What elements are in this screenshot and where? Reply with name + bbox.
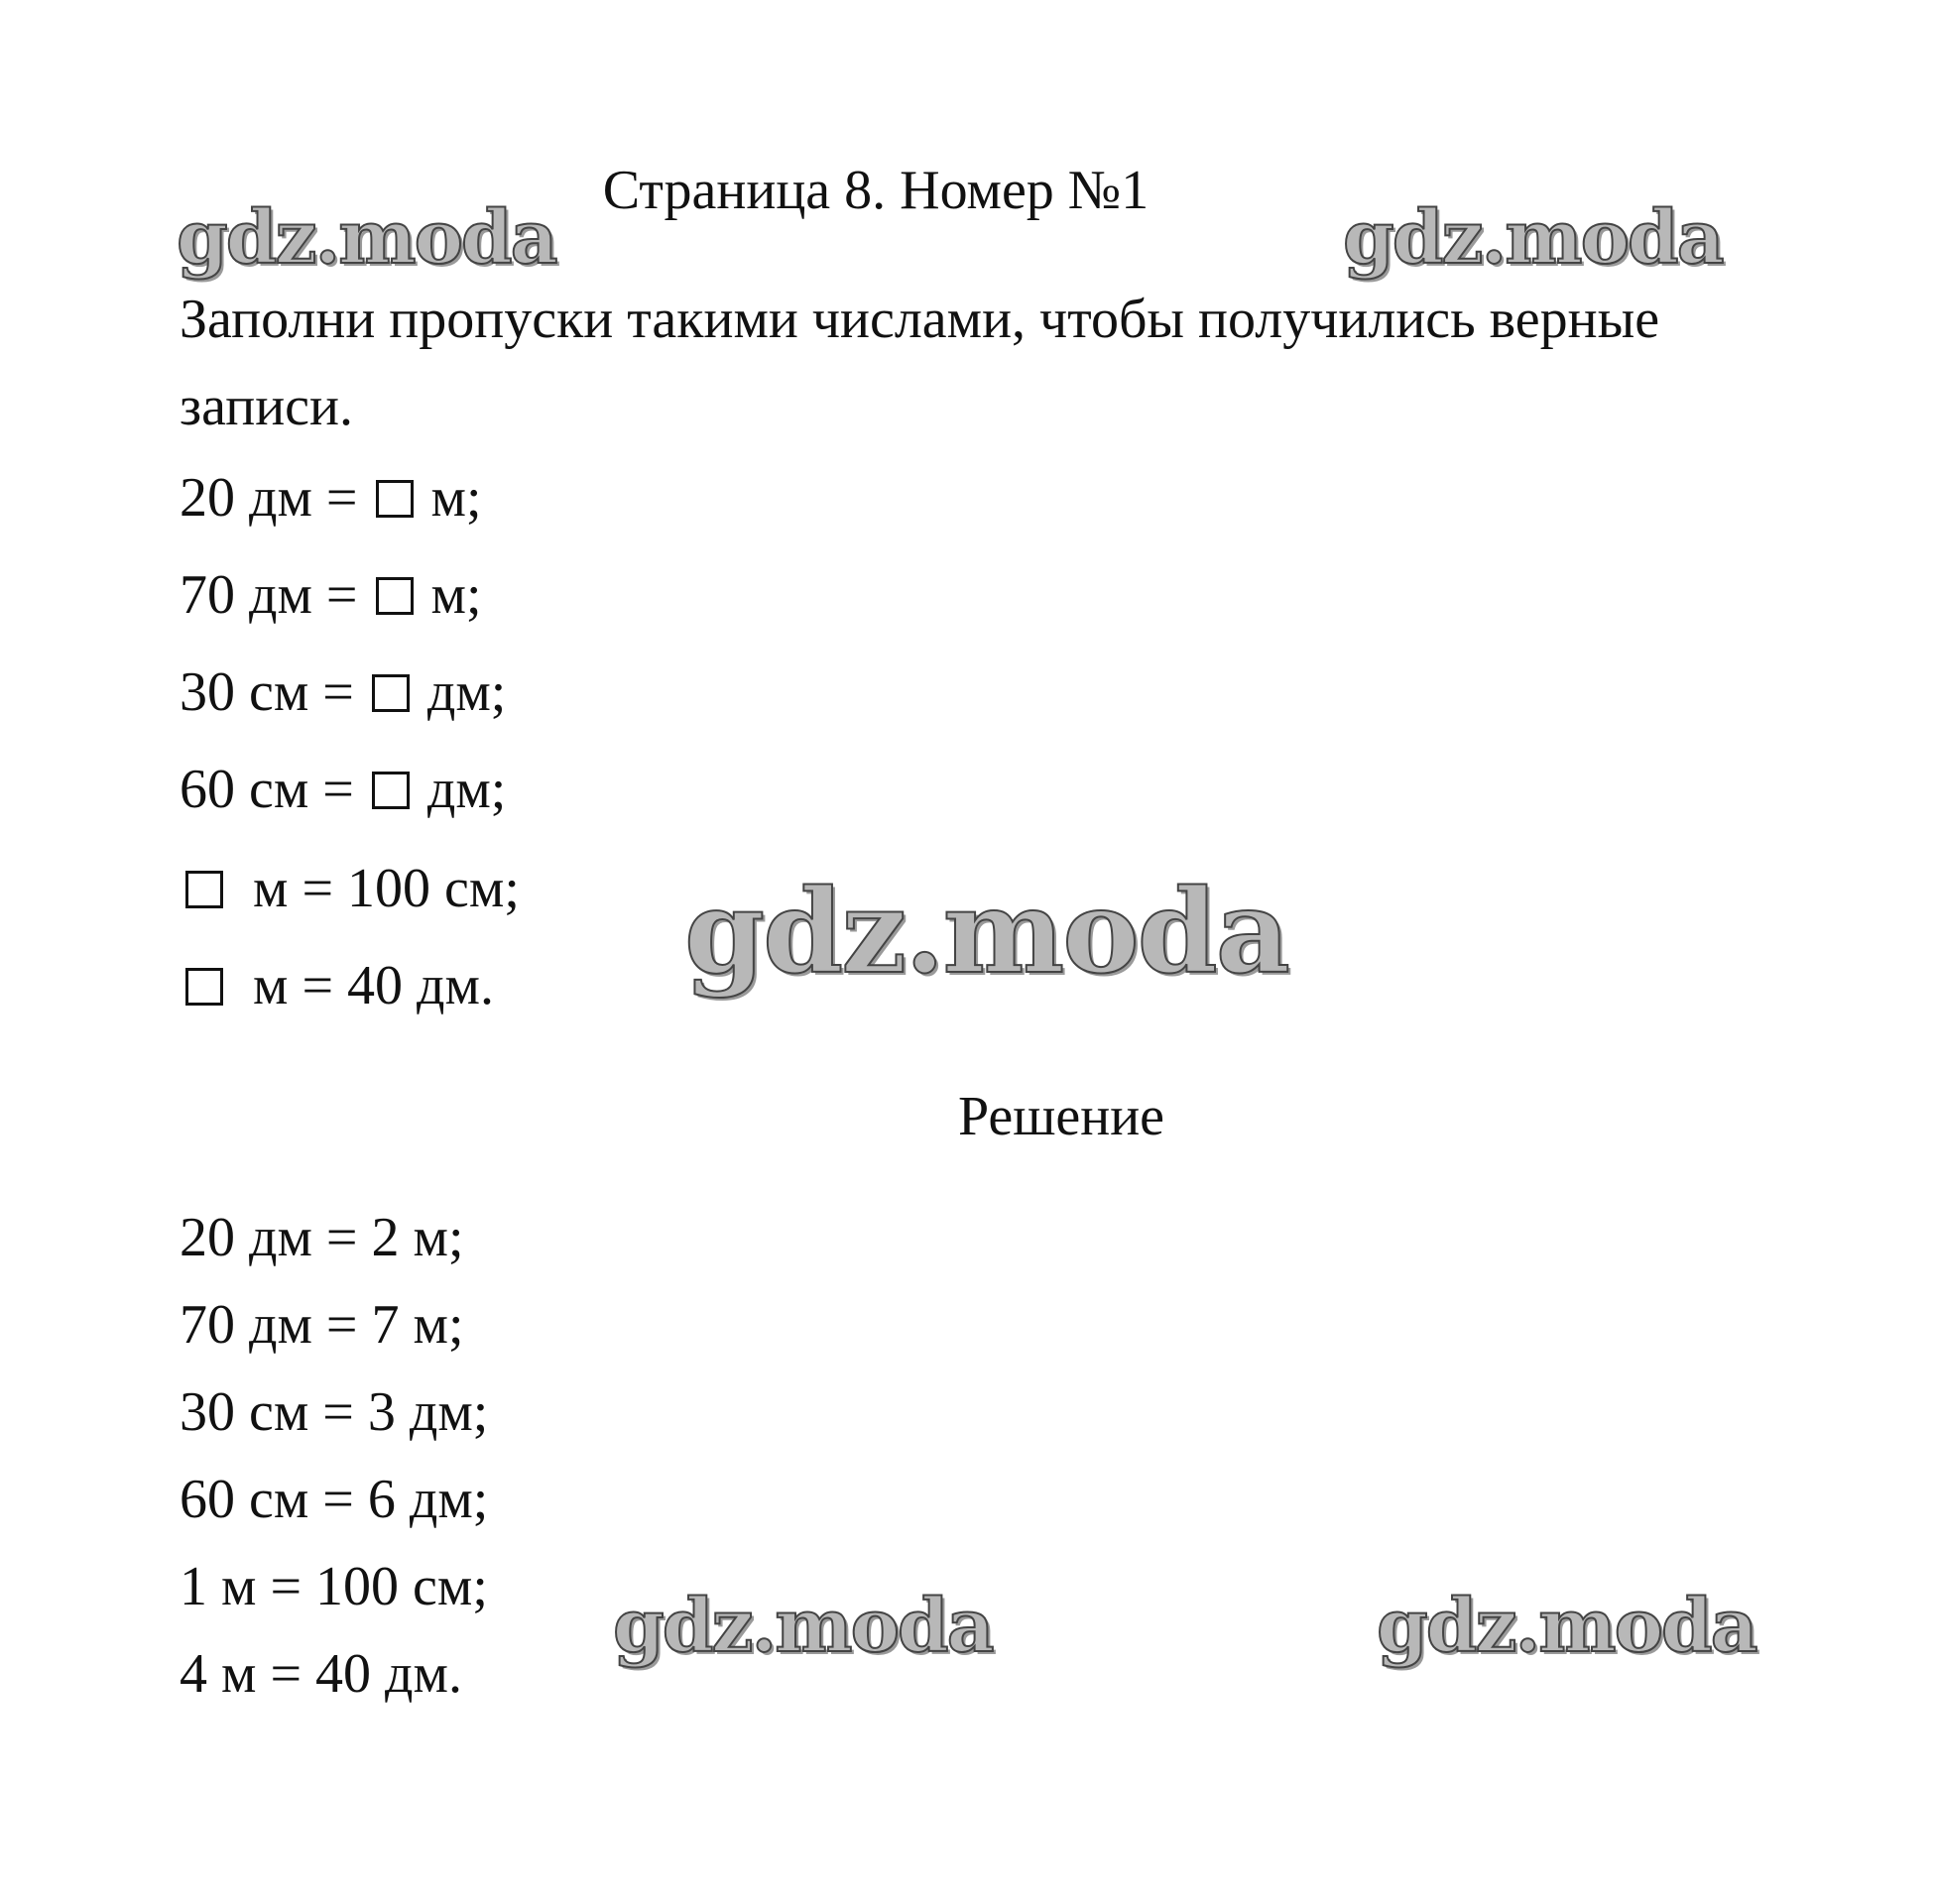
solution-line-2: 70 дм = 7 м; — [180, 1294, 464, 1356]
exercise-line-2 — [180, 563, 482, 627]
solution-title: Решение — [957, 1086, 1165, 1147]
task-text-line-2: записи. — [180, 376, 353, 437]
solution-line-1: 20 дм = 2 м; — [180, 1207, 464, 1268]
watermark-top-left: gdz.moda — [177, 195, 556, 281]
exercise-line-5 — [180, 857, 520, 920]
page-title: Страница 8. Номер №1 — [602, 160, 1150, 221]
exercise-right: м = 40 дм. — [253, 955, 494, 1016]
exercise-line-6 — [180, 954, 494, 1017]
blank-box — [372, 772, 410, 809]
exercise-right: м; — [430, 467, 482, 529]
solution-line-6: 4 м = 40 дм. — [180, 1643, 462, 1705]
solution-line-5: 1 м = 100 см; — [180, 1556, 488, 1617]
watermark-center: gdz.moda — [684, 865, 1288, 1000]
exercise-left: 70 дм = — [180, 564, 358, 626]
exercise-line-4 — [180, 758, 506, 821]
task-text-line-1: Заполни пропуски такими числами, чтобы получились верные — [180, 289, 1660, 350]
blank-box — [185, 871, 223, 908]
blank-box — [185, 968, 223, 1006]
watermark-top-right: gdz.moda — [1343, 195, 1723, 281]
exercise-left: 60 см = — [180, 759, 354, 820]
exercise-right: дм; — [426, 661, 507, 723]
exercise-right: м; — [430, 564, 482, 626]
exercise-right: м = 100 см; — [253, 858, 520, 919]
watermark-bottom-left: gdz.moda — [613, 1584, 993, 1669]
watermark-bottom-right: gdz.moda — [1377, 1584, 1756, 1669]
blank-box — [376, 480, 414, 518]
blank-box — [372, 674, 410, 712]
solution-line-4: 60 см = 6 дм; — [180, 1469, 489, 1530]
exercise-line-1 — [180, 466, 482, 530]
exercise-line-3 — [180, 660, 506, 724]
blank-box — [376, 577, 414, 615]
solution-line-3: 30 см = 3 дм; — [180, 1381, 489, 1443]
exercise-right: дм; — [426, 759, 507, 820]
exercise-left: 30 см = — [180, 661, 354, 723]
exercise-left: 20 дм = — [180, 467, 358, 529]
